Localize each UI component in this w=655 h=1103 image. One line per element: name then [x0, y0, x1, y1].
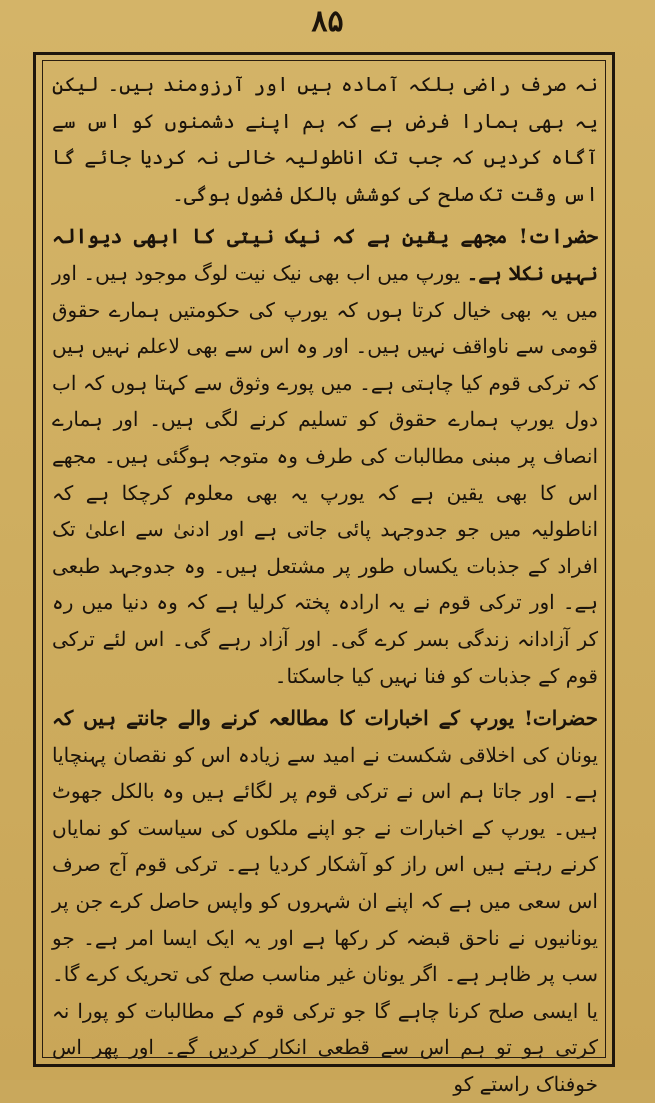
paragraph-2: [52, 218, 598, 694]
paragraph-1-text: نہ صرف راضی بلکہ آمادہ ہیں اور آرزومند ہیں۔ لیکن یہ بھی ہمارا فرض ہے کہ ہم اپنے دشمنوں کو اس سے آگاہ کردیں کہ جب تک اناطولیہ خالی نہ کردیا جائے گا اس وقت تک صلح کی کوشش بالکل فضول ہوگی۔: [52, 72, 598, 206]
paragraph-1: [52, 66, 598, 212]
paragraph-2-text: یورپ میں اب بھی نیک نیت لوگ موجود ہیں۔ اور میں یہ بھی خیال کرتا ہوں کہ یورپ کی حکومتیں ہمارے حقوق قومی سے ناواقف نہیں ہیں۔ اور وہ اس سے بھی لاعلم نہیں ہیں کہ ترکی قوم کیا چاہتی ہے۔ میں پورے وثوق سے کہتا ہوں کہ اب دول یورپ ہمارے حقوق کو تسلیم کرنے لگی ہیں۔ اور ہمارے انصاف پر مبنی مطالبات کی طرف وہ متوجہ ہوگئی ہیں۔ مجھے اس کا بھی یقین ہے کہ یورپ یہ بھی معلوم کرچکا ہے کہ اناطولیہ میں جو جدوجہد پائی جاتی ہے اور ادنیٰ سے اعلیٰ تک افراد کے جذبات یکساں طور پر مشتعل ہیں۔ وہ جدوجہد طبعی ہے۔ اور ترکی قوم نے یہ ارادہ پختہ کرلیا ہے کہ وہ دنیا میں رہ کر آزادانہ زندگی بسر کرے گی۔ اور آزاد رہے گی۔ اس لئے ترکی قوم کے جذبات کو فنا نہیں کیا جاسکتا۔: [52, 260, 598, 688]
body-text: [52, 66, 599, 1097]
paragraph-3-lead: حضرات! یورپ کے اخبارات کا مطالعہ کرنے والے جانتے ہیں کہ: [52, 706, 598, 731]
page-number: ۸۵: [311, 4, 344, 39]
paragraph-3: [52, 700, 598, 1103]
paragraph-3-text: یونان کی اخلاقی شکست نے امید سے زیادہ اس کو نقصان پہنچایا ہے۔ اور جاتا ہم اس نے ترکی قوم پر لگائے ہیں وہ بالکل جھوٹ ہیں۔ یورپ کے اخبارات نے جو اپنے ملکوں کی سیاست کو نمایاں کرنے رہتے ہیں اس راز کو آشکار کردیا ہے۔ ترکی قوم آج صرف اس سعی میں ہے کہ اپنے ان شہروں کو واپس حاصل کرے جن پر یونانیوں نے ناحق قبضہ کر رکھا ہے اور یہ ایک ایسا امر ہے۔ جو سب پر ظاہر ہے۔ اگر یونان غیر مناسب صلح کی تحریک کرے گا۔ یا ایسی صلح کرنا چاہے گا جو ترکی قوم کے مطالبات کو پورا نہ کرتی ہو تو ہم اس سے قطعی انکار کردیں گے۔ اور پھر اس خوفناک راستے کو: [52, 742, 599, 1097]
paragraph-2-lead: حضرات! مجھے یقین ہے کہ نیک نیتی کا ابھی دیوالہ نہیں نکلا ہے۔: [52, 224, 598, 285]
